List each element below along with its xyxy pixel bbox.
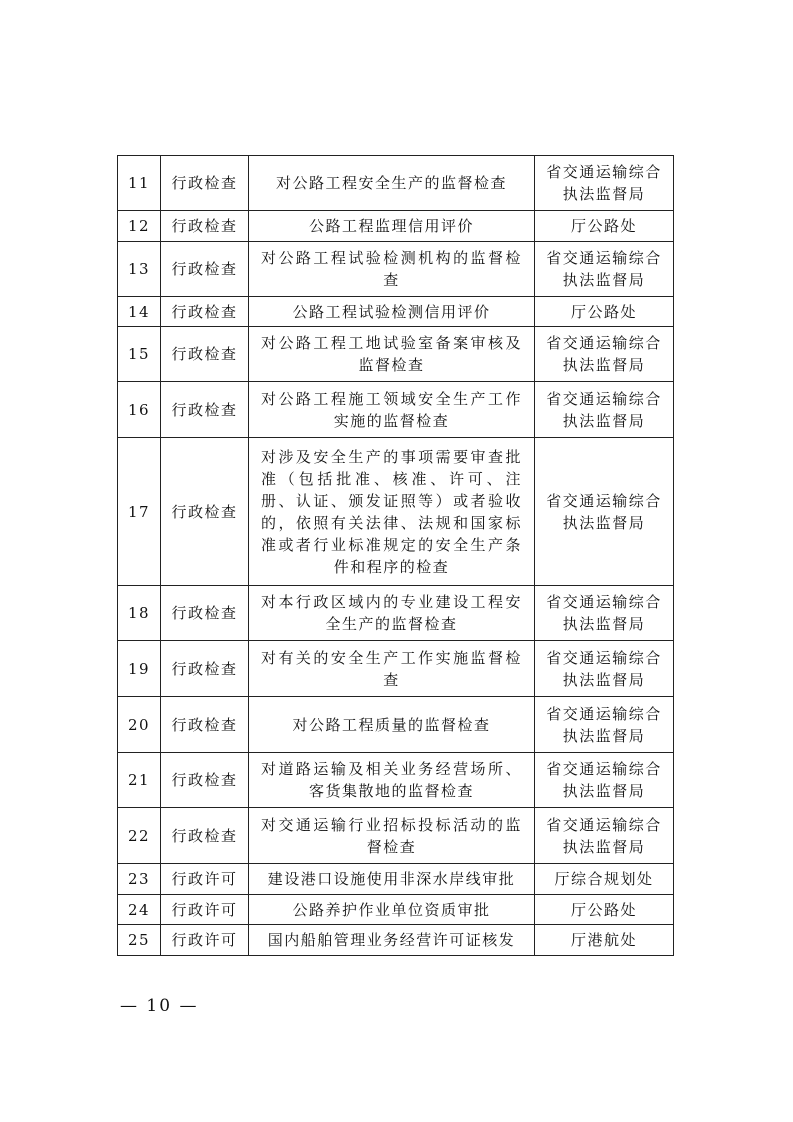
matter-type: 行政许可	[161, 925, 249, 956]
matter-name: 对有关的安全生产工作实施监督检查	[249, 641, 535, 697]
matter-type: 行政检查	[161, 242, 249, 297]
table-row	[118, 211, 674, 242]
row-number: 23	[118, 864, 161, 895]
matter-name: 对涉及安全生产的事项需要审查批准（包括批准、核准、许可、注册、认证、颁发证照等）或者验收的，依照有关法律、法规和国家标准或者行业标准规定的安全生产条件和程序的检查	[249, 438, 535, 586]
matter-name: 对公路工程安全生产的监督检查	[249, 156, 535, 211]
matter-name: 对交通运输行业招标投标活动的监督检查	[249, 808, 535, 864]
matter-type: 行政检查	[161, 808, 249, 864]
responsible-department: 省交通运输综合执法监督局	[535, 753, 674, 808]
row-number: 13	[118, 242, 161, 297]
matter-name: 公路工程试验检测信用评价	[249, 297, 535, 327]
table-row	[118, 697, 674, 753]
row-number: 16	[118, 382, 161, 438]
matter-type: 行政许可	[161, 895, 249, 925]
row-number: 12	[118, 211, 161, 242]
responsible-department: 省交通运输综合执法监督局	[535, 327, 674, 382]
matter-name: 对道路运输及相关业务经营场所、客货集散地的监督检查	[249, 753, 535, 808]
row-number: 15	[118, 327, 161, 382]
matter-type: 行政检查	[161, 156, 249, 211]
table-row	[118, 753, 674, 808]
matter-type: 行政检查	[161, 586, 249, 641]
table-row	[118, 297, 674, 327]
matter-type: 行政许可	[161, 864, 249, 895]
table-row	[118, 925, 674, 956]
matter-type: 行政检查	[161, 753, 249, 808]
responsible-department: 省交通运输综合执法监督局	[535, 586, 674, 641]
matter-name: 对公路工程质量的监督检查	[249, 697, 535, 753]
row-number: 21	[118, 753, 161, 808]
responsible-department: 省交通运输综合执法监督局	[535, 382, 674, 438]
matter-name: 国内船舶管理业务经营许可证核发	[249, 925, 535, 956]
table-row	[118, 156, 674, 211]
matter-type: 行政检查	[161, 382, 249, 438]
row-number: 25	[118, 925, 161, 956]
matter-type: 行政检查	[161, 641, 249, 697]
responsible-department: 厅公路处	[535, 297, 674, 327]
table-row	[118, 641, 674, 697]
table-row	[118, 864, 674, 895]
row-number: 24	[118, 895, 161, 925]
page-number: — 10 —	[120, 996, 199, 1016]
document-table	[117, 155, 674, 956]
table-row	[118, 895, 674, 925]
row-number: 20	[118, 697, 161, 753]
table-row	[118, 382, 674, 438]
matter-name: 对公路工程工地试验室备案审核及监督检查	[249, 327, 535, 382]
responsible-department: 厅公路处	[535, 211, 674, 242]
matter-name: 对公路工程施工领域安全生产工作实施的监督检查	[249, 382, 535, 438]
matter-name: 公路工程监理信用评价	[249, 211, 535, 242]
table-row	[118, 242, 674, 297]
responsible-department: 厅港航处	[535, 925, 674, 956]
responsible-department: 省交通运输综合执法监督局	[535, 808, 674, 864]
responsible-department: 省交通运输综合执法监督局	[535, 438, 674, 586]
row-number: 14	[118, 297, 161, 327]
table-row	[118, 586, 674, 641]
table-row	[118, 438, 674, 586]
matter-type: 行政检查	[161, 697, 249, 753]
responsible-department: 省交通运输综合执法监督局	[535, 242, 674, 297]
row-number: 19	[118, 641, 161, 697]
matter-type: 行政检查	[161, 211, 249, 242]
row-number: 17	[118, 438, 161, 586]
row-number: 18	[118, 586, 161, 641]
table-row	[118, 327, 674, 382]
responsible-department: 厅综合规划处	[535, 864, 674, 895]
row-number: 22	[118, 808, 161, 864]
matter-name: 对本行政区域内的专业建设工程安全生产的监督检查	[249, 586, 535, 641]
row-number: 11	[118, 156, 161, 211]
matter-type: 行政检查	[161, 438, 249, 586]
matter-type: 行政检查	[161, 327, 249, 382]
matter-type: 行政检查	[161, 297, 249, 327]
responsible-department: 省交通运输综合执法监督局	[535, 641, 674, 697]
responsible-department: 厅公路处	[535, 895, 674, 925]
responsible-department: 省交通运输综合执法监督局	[535, 697, 674, 753]
responsible-department: 省交通运输综合执法监督局	[535, 156, 674, 211]
table-row	[118, 808, 674, 864]
matter-name: 建设港口设施使用非深水岸线审批	[249, 864, 535, 895]
matter-name: 对公路工程试验检测机构的监督检查	[249, 242, 535, 297]
matter-name: 公路养护作业单位资质审批	[249, 895, 535, 925]
